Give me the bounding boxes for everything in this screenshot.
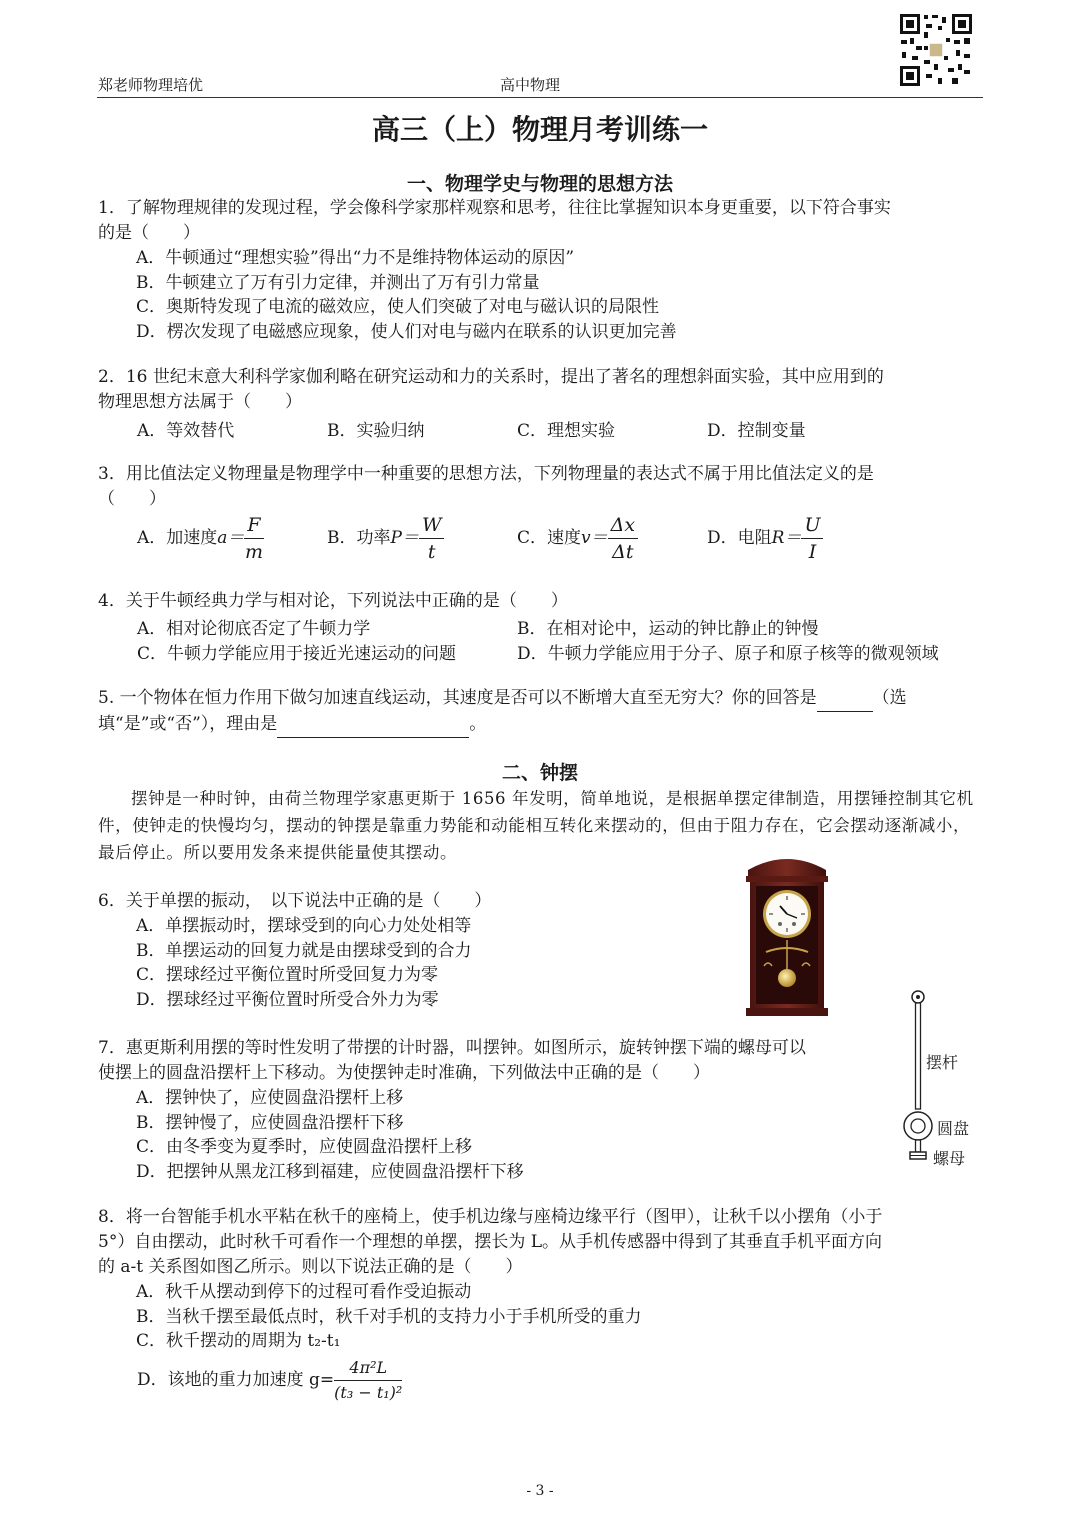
q3-b-fraction bbox=[419, 512, 445, 565]
q6-option-d[interactable]: D．摆球经过平衡位置时所受合外力为零 bbox=[136, 989, 439, 1010]
question-7 bbox=[98, 1036, 898, 1184]
q3-b-label: B．功率 bbox=[327, 528, 391, 548]
q3-c-label: C．速度 bbox=[517, 528, 582, 548]
q3-a-num: F bbox=[244, 512, 263, 539]
q3-a-den: m bbox=[245, 541, 264, 563]
q3-option-d[interactable] bbox=[707, 512, 823, 565]
q8-d-label: D．该地的重力加速度 g= bbox=[137, 1370, 335, 1390]
q3-d-num: U bbox=[801, 512, 823, 539]
q8-option-b[interactable]: B．当秋千摆至最低点时，秋千对手机的支持力小于手机所受的重力 bbox=[136, 1306, 642, 1327]
q5-answer-blank[interactable] bbox=[817, 686, 873, 712]
q8-option-d[interactable] bbox=[137, 1356, 402, 1405]
q8-option-c[interactable]: C．秋千摆动的周期为 t₂-t₁ bbox=[136, 1331, 341, 1351]
q7-stem-line1: 7．惠更斯利用摆的等时性发明了带摆的计时器，叫摆钟。如图所示，旋转钟摆下端的螺母可以 bbox=[98, 1038, 806, 1058]
q4-option-b[interactable]: B．在相对论中，运动的钟比静止的钟慢 bbox=[517, 619, 819, 639]
header-left: 郑老师物理培优 bbox=[98, 76, 204, 94]
q3-a-label: A．加速度 bbox=[137, 528, 218, 548]
q6-option-a[interactable]: A．单摆振动时，摆球受到的向心力处处相等 bbox=[136, 916, 472, 936]
q5-line2-tail: 。 bbox=[469, 714, 487, 734]
page-number: - 3 - bbox=[526, 1483, 554, 1499]
question-2 bbox=[98, 365, 984, 415]
q2-option-c[interactable]: C．理想实验 bbox=[517, 421, 616, 441]
label-pendulum-disk: 圆盘 bbox=[937, 1119, 970, 1138]
question-5 bbox=[98, 686, 984, 738]
q8-stem-line2: 5°）自由摆动，此时秋千可看作一个理想的单摆，摆长为 L。从手机传感器中得到了其垂直手机平面方向 bbox=[98, 1232, 883, 1252]
q5-line1-tail: （选 bbox=[872, 688, 907, 708]
q3-b-den: t bbox=[427, 541, 436, 563]
q3-stem-line2: （ ） bbox=[98, 489, 166, 509]
q2-option-d[interactable]: D．控制变量 bbox=[707, 421, 806, 441]
q7-stem-line2: 使摆上的圆盘沿摆杆上下移动。为使摆钟走时准确，下列做法中正确的是（ ） bbox=[98, 1063, 710, 1083]
section-heading-2: 二、钟摆 bbox=[501, 762, 578, 784]
question-6 bbox=[98, 889, 718, 1012]
q3-b-num: W bbox=[419, 512, 445, 539]
q8-stem-line1: 8．将一台智能手机水平粘在秋千的座椅上，使手机边缘与座椅边缘平行（图甲），让秋千以小摆角（小于 bbox=[98, 1207, 883, 1227]
question-1 bbox=[98, 196, 984, 344]
q3-stem-line1: 3．用比值法定义物理量是物理学中一种重要的思想方法，下列物理量的表达式不属于用比值法定义的是 bbox=[98, 464, 874, 484]
q2-option-a[interactable]: A．等效替代 bbox=[137, 421, 235, 441]
label-pendulum-rod: 摆杆 bbox=[926, 1053, 959, 1072]
q3-d-lhs: R＝ bbox=[771, 528, 802, 548]
q7-option-c[interactable]: C．由冬季变为夏季时，应使圆盘沿摆杆上移 bbox=[136, 1137, 473, 1157]
q8-stem-line3: 的 a-t 关系图如图乙所示。则以下说法正确的是（ ） bbox=[98, 1257, 523, 1277]
q5-reason-blank[interactable] bbox=[277, 712, 469, 738]
qr-code-icon bbox=[898, 12, 974, 88]
q3-a-lhs: a＝ bbox=[217, 528, 245, 548]
q1-option-a[interactable]: A．牛顿通过“理想实验”得出“力不是维持物体运动的原因” bbox=[136, 248, 575, 268]
q3-c-fraction bbox=[608, 512, 638, 565]
q8-d-den: (t₃ − t₁)² bbox=[334, 1383, 403, 1402]
q8-d-fraction bbox=[334, 1356, 402, 1405]
q6-stem: 6．关于单摆的振动， 以下说法中正确的是（ ） bbox=[98, 891, 492, 911]
q1-stem-line1: 1．了解物理规律的发现过程，学会像科学家那样观察和思考，往往比掌握知识本身更重要，以下符合事实 bbox=[98, 198, 891, 218]
q3-c-num: Δx bbox=[608, 512, 638, 539]
q1-option-c[interactable]: C．奥斯特发现了电流的磁效应，使人们突破了对电与磁认识的局限性 bbox=[136, 297, 660, 317]
question-3 bbox=[98, 462, 984, 512]
q7-option-b[interactable]: B．摆钟慢了，应使圆盘沿摆杆下移 bbox=[136, 1112, 404, 1133]
q3-option-a[interactable] bbox=[137, 512, 264, 565]
intro-paragraph: 摆钟是一种时钟，由荷兰物理学家惠更斯于 1656 年发明，简单地说，是根据单摆定律制造，用摆锤控制其它机件，使钟走的快慢均匀，摆动的钟摆是靠重力势能和动能相互转化来摆动的，但由于阻力存在，它会摆动逐渐减小，最后停止。所以要用发条来提供能量使其摆动。 bbox=[98, 789, 974, 862]
label-pendulum-nut: 螺母 bbox=[933, 1149, 966, 1168]
q4-option-c[interactable]: C．牛顿力学能应用于接近光速运动的问题 bbox=[137, 644, 457, 664]
q3-a-fraction bbox=[244, 512, 263, 565]
q4-option-a[interactable]: A．相对论彻底否定了牛顿力学 bbox=[137, 619, 371, 639]
q1-stem-line2: 的是（ ） bbox=[98, 223, 200, 243]
q6-option-b[interactable]: B．单摆运动的回复力就是由摆球受到的合力 bbox=[136, 940, 472, 961]
q3-d-label: D．电阻 bbox=[707, 528, 772, 548]
q7-option-d[interactable]: D．把摆钟从黑龙江移到福建，应使圆盘沿摆杆下移 bbox=[136, 1161, 524, 1182]
q1-option-b[interactable]: B．牛顿建立了万有引力定律，并测出了万有引力常量 bbox=[136, 272, 540, 293]
q2-stem-line1: 2．16 世纪末意大利科学家伽利略在研究运动和力的关系时，提出了著名的理想斜面实验，其中应用到的 bbox=[98, 367, 884, 387]
q1-option-d[interactable]: D．楞次发现了电磁感应现象，使人们对电与磁内在联系的认识更加完善 bbox=[136, 321, 677, 342]
q8-option-a[interactable]: A．秋千从摆动到停下的过程可看作受迫振动 bbox=[136, 1282, 472, 1302]
q3-b-lhs: P＝ bbox=[390, 528, 419, 548]
q6-option-c[interactable]: C．摆球经过平衡位置时所受回复力为零 bbox=[136, 965, 439, 985]
q2-option-b[interactable]: B．实验归纳 bbox=[327, 421, 425, 441]
q3-c-lhs: v＝ bbox=[581, 528, 608, 548]
section-heading-1: 一、物理学史与物理的思想方法 bbox=[406, 173, 673, 195]
q5-line2: 填“是”或“否”），理由是 bbox=[98, 714, 278, 734]
question-4: 4．关于牛顿经典力学与相对论，下列说法中正确的是（ ） bbox=[98, 591, 568, 611]
header-center: 高中物理 bbox=[500, 76, 561, 94]
q5-line1: 5. 一个物体在恒力作用下做匀加速直线运动，其速度是否可以不断增大直至无穷大？你的回答是 bbox=[98, 688, 817, 708]
q8-d-num: 4π²L bbox=[334, 1356, 402, 1381]
q7-option-a[interactable]: A．摆钟快了，应使圆盘沿摆杆上移 bbox=[136, 1088, 404, 1108]
q3-c-den: Δt bbox=[612, 541, 634, 563]
q3-option-c[interactable] bbox=[517, 512, 638, 565]
q2-stem-line2: 物理思想方法属于（ ） bbox=[98, 392, 302, 412]
q3-d-den: I bbox=[808, 541, 817, 563]
q3-option-b[interactable] bbox=[327, 512, 444, 565]
question-8 bbox=[98, 1205, 984, 1354]
q3-d-fraction bbox=[801, 512, 823, 565]
page-title: 高三（上）物理月考训练一 bbox=[371, 113, 708, 146]
q4-option-d[interactable]: D．牛顿力学能应用于分子、原子和原子核等的微观领域 bbox=[517, 644, 939, 664]
header-rule bbox=[97, 97, 983, 98]
pendulum-clock-image bbox=[744, 848, 830, 1018]
pendulum-diagram bbox=[900, 986, 940, 1168]
